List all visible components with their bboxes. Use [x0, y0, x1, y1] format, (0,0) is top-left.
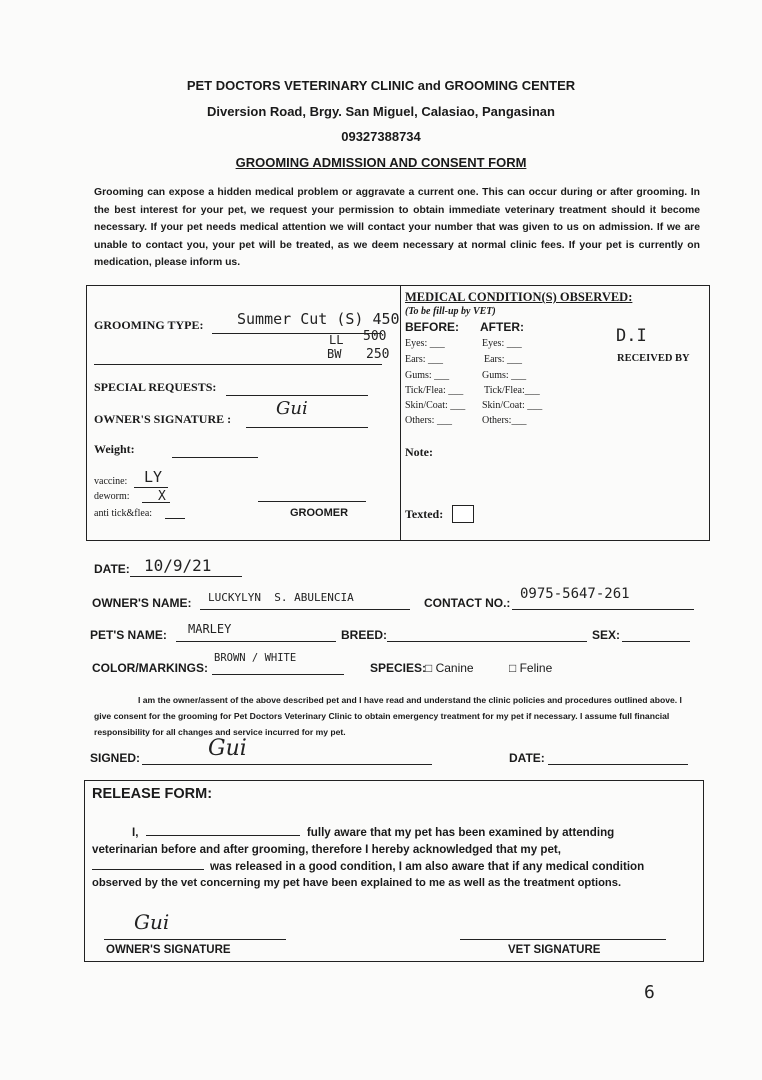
pet-name-label: PET'S NAME: — [90, 628, 167, 642]
before-others: Others: ___ — [405, 415, 452, 426]
vaccine-label: vaccine: — [94, 476, 128, 487]
after-tick: Tick/Flea:___ — [484, 385, 540, 396]
date-label: DATE: — [94, 562, 130, 576]
note-label: Note: — [405, 445, 433, 459]
owner-signature-scribble[interactable]: Gui — [276, 398, 308, 419]
clinic-address: Diversion Road, Brgy. San Miguel, Calasiao, Pangasinan — [207, 104, 555, 119]
grooming-type-line — [212, 333, 382, 334]
before-eyes: Eyes: ___ — [405, 338, 445, 349]
owner-name-line — [200, 609, 410, 610]
grooming-type-label: GROOMING TYPE: — [94, 318, 204, 332]
deworm-value[interactable]: X — [158, 489, 166, 504]
color-markings-label: COLOR/MARKINGS: — [92, 661, 208, 675]
color-markings-value[interactable]: BROWN / WHITE — [214, 652, 297, 664]
texted-label: Texted: — [405, 507, 444, 521]
sex-label: SEX: — [592, 628, 621, 642]
medical-title: MEDICAL CONDITION(S) OBSERVED: — [405, 290, 633, 304]
release-title: RELEASE FORM: — [92, 786, 213, 802]
intro-paragraph: Grooming can expose a hidden medical problem or aggravate a current one. This can occur during or after grooming. In the best interest for your pet, we request your permission to obtain immediate veterinary treatment should it become necessary. If your pet needs medical attention we will contact your number that was given to us on admission. If we are unable to contact you, your pet will be treated, as we deem necessary at normal clinic fees. If your pet is currently on medication, please inform us. — [94, 187, 700, 269]
signed-date-label: DATE: — [509, 751, 545, 765]
weight-line — [172, 457, 258, 458]
release-i: I, — [132, 826, 139, 839]
texted-checkbox[interactable] — [452, 505, 474, 523]
release-owner-scribble[interactable]: Gui — [134, 910, 170, 934]
signed-scribble[interactable]: Gui — [208, 736, 247, 761]
anti-tick-line — [165, 518, 185, 519]
grooming-extra-2[interactable]: BW — [327, 347, 342, 361]
release-owner-label: OWNER'S SIGNATURE — [106, 944, 231, 956]
owner-signature-line — [246, 427, 368, 428]
after-label: AFTER: — [480, 320, 524, 334]
sex-line — [622, 641, 690, 642]
anti-tick-label: anti tick&flea: — [94, 508, 153, 519]
grooming-extra-3[interactable]: 250 — [366, 347, 390, 362]
pet-name-line — [176, 641, 336, 642]
clinic-phone: 09327388734 — [341, 129, 421, 144]
release-line-1-text: fully aware that my pet has been examined by attending — [306, 826, 615, 839]
groomer-line — [258, 501, 366, 502]
color-markings-line — [212, 674, 344, 675]
signed-date-line — [548, 764, 688, 765]
after-skin: Skin/Coat: ___ — [482, 400, 543, 411]
release-line-1 — [92, 824, 688, 841]
weight-label: Weight: — [94, 442, 135, 456]
page-mark: 6 — [644, 982, 655, 1003]
signed-line — [142, 764, 432, 765]
box-divider — [400, 285, 401, 541]
consent-text: I am the owner/assent of the above described pet and I have read and understand the clinic policies and procedures outlined above. I give consent for the grooming for Pet Doctors Veterinary Clinic to obtain emergency treatment for my pet if necessary. I assume full financial responsibility for all changes and service incurred for my pet. — [94, 695, 682, 737]
deworm-label: deworm: — [94, 491, 130, 502]
after-others: Others:___ — [482, 415, 527, 426]
before-gums: Gums: ___ — [405, 370, 450, 381]
before-label: BEFORE: — [405, 320, 459, 334]
grooming-extra-1[interactable]: 500 — [363, 329, 387, 344]
owner-name-label: OWNER'S NAME: — [92, 596, 192, 610]
grooming-extra-mark[interactable]: LL — [329, 333, 344, 347]
release-vet-label: VET SIGNATURE — [508, 944, 601, 956]
release-line-3-text: was released in a good condition, I am also aware that if any medical condition — [210, 860, 645, 873]
after-ears: Ears: ___ — [484, 354, 523, 365]
after-eyes: Eyes: ___ — [482, 338, 522, 349]
date-line — [130, 576, 242, 577]
release-line-4: observed by the vet concerning my pet have been explained to me as well as the treatment options. — [92, 877, 622, 889]
special-requests-label: SPECIAL REQUESTS: — [94, 380, 217, 394]
release-line-2: veterinarian before and after grooming, therefore I hereby acknowledged that my pet, — [92, 843, 562, 856]
contact-line — [512, 609, 694, 610]
before-skin: Skin/Coat: ___ — [405, 400, 466, 411]
form-title: GROOMING ADMISSION AND CONSENT FORM — [235, 155, 527, 170]
release-vet-line — [460, 939, 666, 940]
grooming-type-line-2 — [94, 364, 382, 365]
contact-label: CONTACT NO.: — [424, 596, 511, 610]
before-tick: Tick/Flea: ___ — [405, 385, 464, 396]
groomer-label: GROOMER — [290, 507, 349, 519]
release-owner-line — [104, 939, 286, 940]
breed-label: BREED: — [341, 628, 388, 642]
canine-option[interactable]: □ Canine — [425, 661, 474, 675]
clinic-name: PET DOCTORS VETERINARY CLINIC and GROOMING CENTER — [186, 78, 576, 93]
breed-line — [387, 641, 587, 642]
after-gums: Gums: ___ — [482, 370, 527, 381]
vaccine-value[interactable]: LY — [144, 468, 163, 486]
species-label: SPECIES: — [370, 661, 427, 675]
contact-value[interactable]: 0975-5647-261 — [520, 586, 630, 602]
grooming-type-value[interactable]: Summer Cut (S) 450 — [237, 310, 400, 328]
vaccine-line — [134, 487, 168, 488]
feline-option[interactable]: □ Feline — [509, 661, 553, 675]
owner-name-value[interactable]: LUCKYLYN S. ABULENCIA — [208, 591, 354, 604]
owner-signature-label: OWNER'S SIGNATURE : — [94, 412, 232, 426]
medical-subtitle: (To be fill-up by VET) — [405, 306, 496, 317]
received-by-value[interactable]: D.I — [616, 326, 647, 346]
received-by-label: RECEIVED BY — [617, 353, 690, 364]
before-ears: Ears: ___ — [405, 354, 444, 365]
signed-label: SIGNED: — [90, 751, 141, 765]
pet-name-value[interactable]: MARLEY — [188, 622, 232, 636]
special-requests-line — [226, 395, 368, 396]
date-value[interactable]: 10/9/21 — [144, 556, 212, 575]
release-line-3 — [92, 858, 688, 875]
